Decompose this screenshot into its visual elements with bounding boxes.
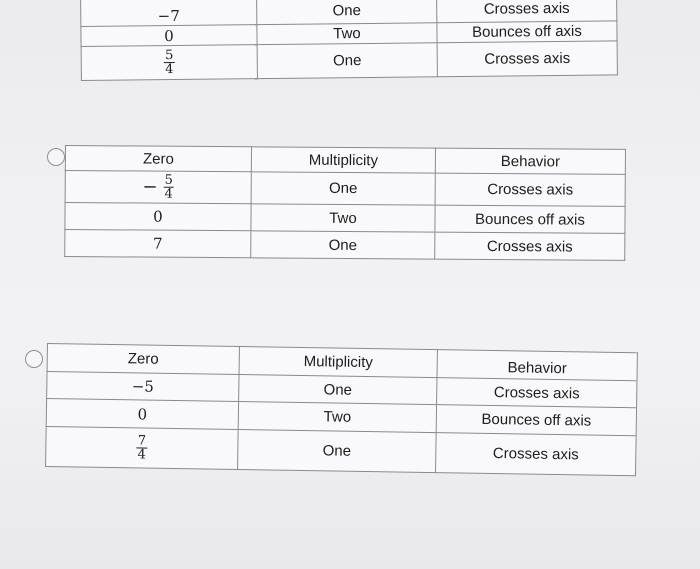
zero-cell: 7	[65, 230, 251, 258]
multiplicity-header: Multiplicity	[251, 147, 435, 173]
multiplicity-cell: One	[251, 172, 435, 205]
behavior-cell: Crosses axis	[435, 173, 625, 206]
multiplicity-cell: One	[238, 430, 437, 473]
table-row	[81, 41, 617, 81]
multiplicity-cell: One	[239, 375, 437, 405]
behavior-cell: Crosses axis	[436, 433, 637, 476]
table-row	[65, 171, 625, 207]
answer-table-top	[80, 0, 618, 81]
zero-cell: 0	[65, 203, 251, 231]
zero-cell: −7	[81, 0, 257, 26]
multiplicity-cell: One	[257, 43, 437, 79]
multiplicity-cell: Two	[251, 204, 435, 232]
fraction: $\frac{5}{4}$	[164, 172, 173, 202]
behavior-cell: Bounces off axis	[437, 21, 617, 43]
zero-header: Zero	[65, 146, 251, 172]
behavior-cell: Crosses axis	[437, 378, 637, 408]
fraction: $\frac{7}{4}$	[137, 433, 147, 463]
behavior-cell: Crosses axis	[435, 232, 625, 260]
table-row	[65, 203, 625, 234]
fraction: $\frac{5}{4}$	[164, 48, 174, 78]
behavior-cell: Crosses axis	[437, 41, 617, 77]
zero-cell: − $\frac{5}{4}$	[65, 171, 251, 204]
header-row	[65, 146, 625, 175]
zero-header: Zero	[47, 344, 239, 375]
multiplicity-cell: Two	[257, 23, 437, 45]
answer-table-c	[45, 343, 638, 476]
multiplicity-cell: Two	[238, 402, 436, 433]
table-row	[65, 230, 625, 261]
multiplicity-cell: One	[256, 0, 436, 25]
behavior-cell: Crosses axis	[436, 0, 616, 23]
multiplicity-header: Multiplicity	[239, 347, 437, 378]
zero-cell	[81, 45, 257, 81]
option-c-radio[interactable]	[25, 350, 43, 368]
zero-cell: 0	[81, 25, 257, 47]
behavior-header: Behavior	[435, 148, 625, 174]
behavior-header: Behavior	[437, 350, 637, 381]
behavior-cell: Bounces off axis	[436, 405, 636, 436]
option-b-radio[interactable]	[47, 148, 65, 166]
table-row	[46, 426, 637, 475]
zero-cell: 0	[46, 399, 238, 430]
zero-cell: −5	[47, 372, 239, 402]
answer-table-b	[64, 145, 626, 261]
zero-cell	[46, 426, 239, 469]
multiplicity-cell: One	[251, 231, 435, 259]
behavior-cell: Bounces off axis	[435, 205, 625, 233]
